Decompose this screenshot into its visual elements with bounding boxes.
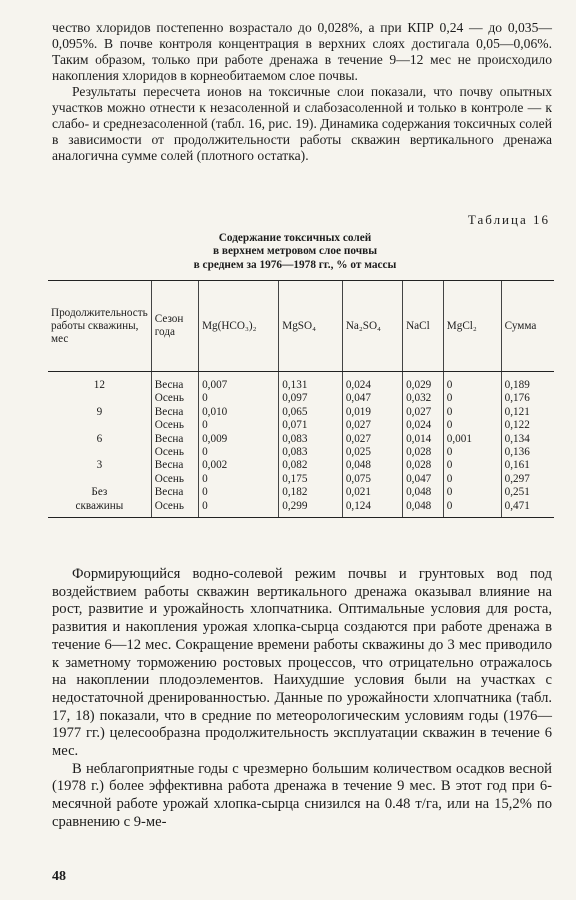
cell-mgso4: 0,175	[279, 473, 343, 486]
header-season: Сезон года	[151, 281, 198, 372]
cell-mgcl2: 0	[443, 419, 501, 432]
cell-mgso4: 0,083	[279, 433, 343, 446]
cell-duration: 6	[96, 432, 103, 445]
cell-duration	[48, 419, 151, 432]
cell-duration: 12	[93, 379, 105, 391]
cell-sum: 0,297	[501, 473, 554, 486]
paragraph-chlorides: чество хлоридов постепенно возрастало до 0,028%, а при КПР 0,24 — до 0,035—0,095%. В почве контроля концентрация в верхних слоях достигала 0,05—0,06%. Таким образом, только при работе дренажа в течение 9—12 мес не происходило накопления хлоридов в корнеобитаемом слое почвы.	[52, 20, 552, 83]
cell-na2so4: 0,024	[342, 372, 402, 393]
page-number: 48	[52, 869, 66, 884]
table-row	[48, 392, 554, 405]
paragraph-toxic-salts: Результаты пересчета ионов на токсичные слои показали, что почву опытных участков можно отнести к незасоленной и слабозасоленной и только в контроле — к слабо- и среднезасоленной (табл. 16, рис. 19). Динамика содержания токсичных солей в зависимости от продолжительности работы скважин вертикального дренажа аналогична сумме солей (плотного остатка).	[52, 84, 552, 163]
cell-na2so4: 0,047	[342, 392, 402, 405]
cell-season: Весна	[151, 486, 198, 499]
cell-sum: 0,136	[501, 446, 554, 459]
cell-duration: Без	[91, 486, 108, 499]
cell-mgso4: 0,097	[279, 392, 343, 405]
cell-nacl: 0,047	[403, 473, 444, 486]
table-row	[48, 372, 554, 393]
cell-sum: 0,161	[501, 459, 554, 472]
cell-mgso4: 0,131	[279, 372, 343, 393]
cell-sum: 0,471	[501, 500, 554, 518]
cell-mgcl2: 0	[443, 372, 501, 393]
table-row	[48, 500, 554, 518]
cell-na2so4: 0,027	[342, 419, 402, 432]
top-text	[52, 20, 552, 164]
cell-mgcl2: 0	[443, 392, 501, 405]
cell-mg-hco3: 0,002	[199, 459, 279, 472]
cell-sum: 0,122	[501, 419, 554, 432]
table-caption	[150, 232, 440, 272]
table-row	[48, 433, 554, 446]
cell-nacl: 0,014	[403, 433, 444, 446]
cell-na2so4: 0,075	[342, 473, 402, 486]
cell-sum: 0,251	[501, 486, 554, 499]
cell-nacl: 0,024	[403, 419, 444, 432]
cell-mgcl2: 0	[443, 446, 501, 459]
cell-sum: 0,176	[501, 392, 554, 405]
cell-sum: 0,134	[501, 433, 554, 446]
cell-mgso4: 0,299	[279, 500, 343, 518]
cell-mgcl2: 0	[443, 473, 501, 486]
header-duration: Продолжительность работы скважины, мес	[48, 281, 151, 372]
cell-nacl: 0,028	[403, 446, 444, 459]
cell-mgso4: 0,182	[279, 486, 343, 499]
cell-season: Осень	[151, 473, 198, 486]
cell-season: Осень	[151, 419, 198, 432]
cell-season: Осень	[151, 446, 198, 459]
cell-mgso4: 0,065	[279, 406, 343, 419]
header-nacl: NaCl	[403, 281, 444, 372]
header-mgso4: MgSO₄	[279, 281, 343, 372]
cell-mg-hco3: 0,007	[199, 372, 279, 393]
cell-mgcl2: 0	[443, 486, 501, 499]
table-caption-line: в верхнем метровом слое почвы	[212, 245, 378, 258]
cell-na2so4: 0,019	[342, 406, 402, 419]
cell-mg-hco3: 0	[199, 419, 279, 432]
cell-na2so4: 0,021	[342, 486, 402, 499]
cell-mgso4: 0,082	[279, 459, 343, 472]
cell-nacl: 0,048	[403, 486, 444, 499]
table-label: Таблица 16	[467, 212, 550, 227]
cell-duration	[48, 446, 151, 459]
paragraph-water-salt-regime: Формирующийся водно-солевой режим почвы и грунтовых вод под воздействием работы скважин вертикального дренажа оказывал влияние на рост, развитие и урожайность хлопчатника. Оптимальные условия для роста, развития и накопления урожая хлопка-сырца создаются при работе дренажа в течение 6—12 мес. Сокращение времени работы скважины до 3 мес приводило к заметному торможению ростовых процессов, что отрицательно отражалось на накоплении плодоэлементов. Наихудшие условия были на участках с недостаточной дренированностью. Данные по урожайности хлопчатника (табл. 17, 18) показали, что в средние по метеорологическим условиям годы (1976—1977 гг.) целесообразна продолжительность эксплуатации скважин в течение 6 мес.	[52, 566, 552, 760]
cell-mg-hco3: 0	[199, 500, 279, 518]
cell-na2so4: 0,027	[342, 433, 402, 446]
header-mg-hco3: Mg(HCO₃)₂	[199, 281, 279, 372]
cell-na2so4: 0,025	[342, 446, 402, 459]
cell-mgcl2: 0	[443, 500, 501, 518]
cell-season: Весна	[151, 372, 198, 393]
cell-season: Весна	[151, 406, 198, 419]
cell-nacl: 0,029	[403, 372, 444, 393]
table-row	[48, 473, 554, 486]
cell-duration: 9	[96, 405, 103, 418]
table-row	[48, 406, 554, 419]
paragraph-unfavorable-years: В неблагоприятные годы с чрезмерно большим количеством осадков весной (1978 г.) более эффективна работа дренажа в течение 9 мес. В этот год при 6-месячной работе урожай хлопка-сырца снизился на 0.48 т/га, или на 15,2% по сравнению с 9-ме-	[52, 760, 552, 830]
cell-mgcl2: 0	[443, 406, 501, 419]
cell-sum: 0,189	[501, 372, 554, 393]
cell-nacl: 0,027	[403, 406, 444, 419]
header-sum: Сумма	[501, 281, 554, 372]
cell-nacl: 0,048	[403, 500, 444, 518]
cell-duration	[48, 473, 151, 486]
cell-duration: 3	[96, 459, 103, 472]
toxic-salts-table	[48, 280, 554, 518]
table-header-row	[48, 281, 554, 372]
cell-season: Осень	[151, 392, 198, 405]
table-caption-line: в среднем за 1976—1978 гг., % от массы	[193, 258, 397, 271]
cell-mgso4: 0,071	[279, 419, 343, 432]
cell-mg-hco3: 0	[199, 473, 279, 486]
header-na2so4: Na₂SO₄	[342, 281, 402, 372]
cell-na2so4: 0,048	[342, 459, 402, 472]
cell-mg-hco3: 0,009	[199, 433, 279, 446]
cell-na2so4: 0,124	[342, 500, 402, 518]
cell-duration	[48, 392, 151, 405]
table-row	[48, 419, 554, 432]
bottom-text	[52, 566, 552, 832]
cell-mg-hco3: 0	[199, 486, 279, 499]
cell-nacl: 0,032	[403, 392, 444, 405]
cell-mg-hco3: 0	[199, 446, 279, 459]
table-row	[48, 459, 554, 472]
table-caption-line: Содержание токсичных солей	[218, 232, 372, 244]
cell-sum: 0,121	[501, 406, 554, 419]
cell-nacl: 0,028	[403, 459, 444, 472]
cell-season: Весна	[151, 459, 198, 472]
cell-mg-hco3: 0	[199, 392, 279, 405]
header-mgcl2: MgCl₂	[443, 281, 501, 372]
table-row	[48, 446, 554, 459]
cell-duration: скважины	[48, 500, 151, 518]
table-row	[48, 486, 554, 499]
cell-mg-hco3: 0,010	[199, 406, 279, 419]
cell-mgcl2: 0	[443, 459, 501, 472]
cell-season: Осень	[151, 500, 198, 518]
cell-mgso4: 0,083	[279, 446, 343, 459]
cell-season: Весна	[151, 433, 198, 446]
cell-mgcl2: 0,001	[443, 433, 501, 446]
